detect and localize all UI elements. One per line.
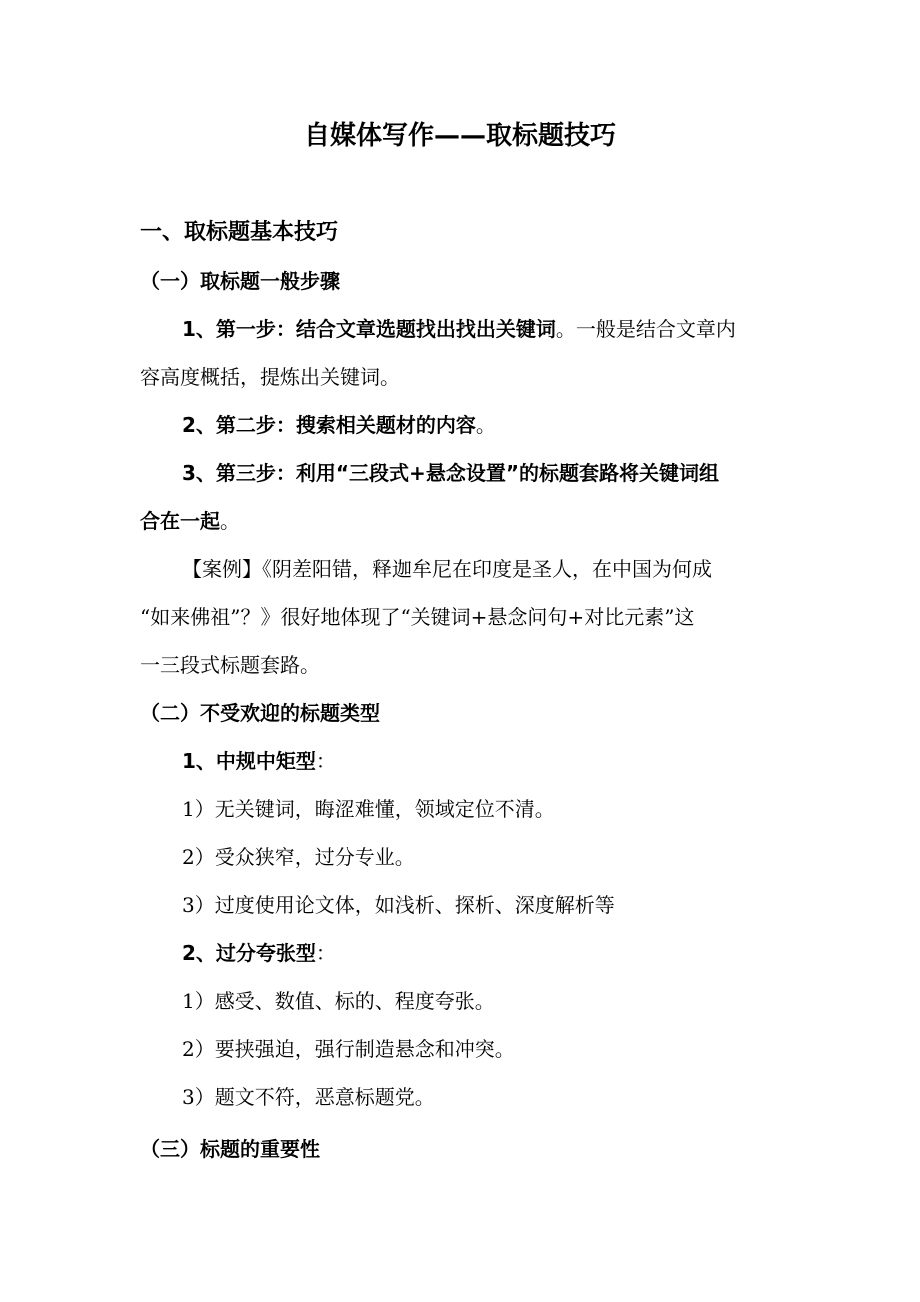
type-2-label: 2、过分夸张型 (182, 941, 316, 965)
step-1-text: 。一般是结合文章内 (555, 317, 736, 341)
list-item: 3）题文不符，恶意标题党。 (182, 1085, 435, 1109)
step-3-text: 。 (220, 509, 240, 533)
step-1-paragraph (182, 315, 736, 343)
step-2-emphasis: 2、第二步：搜索相关题材的内容 (182, 413, 476, 437)
list-item: 1）无关键词，晦涩难懂，领域定位不清。 (182, 797, 555, 821)
step-1-emphasis: 1、第一步：结合文章选题找出找出关键词 (182, 317, 556, 341)
type-1-colon: ： (315, 749, 336, 773)
case-paragraph-line-3: 一三段式标题套路。 (140, 653, 320, 677)
step-3-emphasis: 合在一起 (140, 509, 220, 533)
step-2-paragraph (182, 411, 496, 439)
step-3-continuation (140, 507, 240, 535)
subsection-heading: （三）标题的重要性 (140, 1137, 320, 1161)
type-2-heading (182, 939, 336, 967)
step-3-paragraph: 3、第三步：利用“三段式+悬念设置”的标题套路将关键词组 (182, 461, 719, 485)
step-1-continuation: 容高度概括，提炼出关键词。 (140, 365, 400, 389)
step-2-text: 。 (475, 413, 496, 437)
subsection-heading: （一）取标题一般步骤 (140, 269, 340, 293)
list-item: 2）受众狭窄，过分专业。 (182, 845, 415, 869)
subsection-heading: （二）不受欢迎的标题类型 (140, 701, 380, 725)
case-paragraph-line-2: “如来佛祖”？》很好地体现了“关键词+悬念问句+对比元素”这 (140, 605, 695, 629)
type-2-colon: ： (315, 941, 336, 965)
case-paragraph: 【案例】《阴差阳错，释迦牟尼在印度是圣人，在中国为何成 (182, 557, 712, 581)
list-item: 3）过度使用论文体，如浅析、探析、深度解析等 (182, 893, 615, 917)
section-heading: 一、取标题基本技巧 (140, 220, 339, 245)
list-item: 2）要挟强迫，强行制造悬念和冲突。 (182, 1037, 515, 1061)
type-1-heading (182, 747, 336, 775)
document-title: 自媒体写作——取标题技巧 (303, 121, 616, 151)
type-1-label: 1、中规中矩型 (182, 749, 316, 773)
list-item: 1）感受、数值、标的、程度夸张。 (182, 989, 495, 1013)
